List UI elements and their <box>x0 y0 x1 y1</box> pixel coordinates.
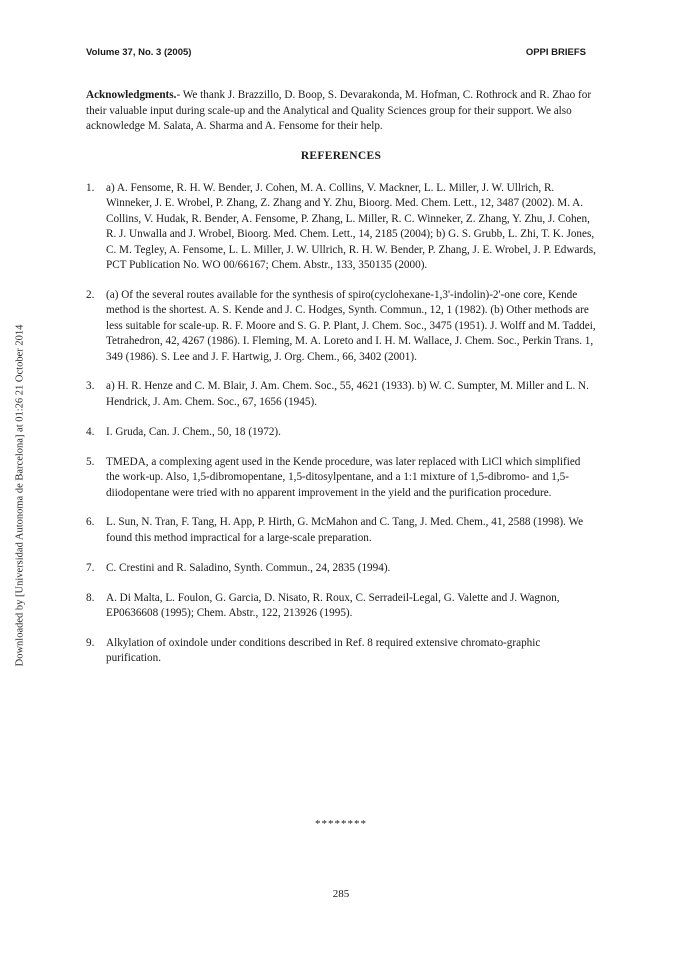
reference-text: a) A. Fensome, R. H. W. Bender, J. Cohen, M. A. Collins, V. Mackner, L. L. Miller, J. W. Ullrich, R. Winneker, J. E. Wrobel, P. Zhang, Z. Zhang and Y. Zhu, Bioorg. Med. Chem. Lett., 12, 3487 (2002). M. A. Collins, V. Hudak, R. Bender, A. Fensome, P. Zhang, L. Miller, R. C. Winneker, Z. Zhang, Y. Zhu, J. Cohen, R. J. Unwalla and J. Wrobel, Bioorg. Med. Chem. Lett., 14, 2185 (2004); b) G. S. Grubb, L. Zhi, T. K. Jones, C. M. Tegley, A. Fensome, L. L. Miller, J. W. Ullrich, R. H. W. Bender, P. Zhang, J. E. Wrobel, J. P. Edwards, PCT Publication No. WO 00/66167; Chem. Abstr., 133, 350135 (2000). <box>106 182 596 272</box>
reference-item <box>86 181 596 273</box>
reference-text: TMEDA, a complexing agent used in the Kende procedure, was later replaced with LiCl which simplified the work-up. Also, 1,5-dibromopentane, 1,5-ditosylpentane, and a 1:1 mixture of 1,5-dibromo- and 1,5-diiodopentane were tried with no apparent improvement in the yield and the purification procedure. <box>106 455 581 499</box>
reference-text: Alkylation of oxindole under conditions described in Ref. 8 required extensive chromato-graphic purification. <box>106 636 541 665</box>
acknowledgments-text: - We thank J. Brazzillo, D. Boop, S. Devarakonda, M. Hofman, C. Rothrock and R. Zhao for their valuable input during scale-up and the Analytical and Quality Sciences group for their support. We also acknowledge M. Salata, A. Sharma and A. Fensome for their help. <box>86 89 592 132</box>
reference-number: 9. <box>86 636 95 649</box>
download-watermark: Downloaded by [Universidad Autonoma de Barcelona] at 01:26 21 October 2014 <box>14 324 26 667</box>
reference-number: 2. <box>86 288 95 301</box>
reference-number: 5. <box>86 455 95 468</box>
reference-item <box>86 636 596 667</box>
reference-number: 3. <box>86 380 95 393</box>
reference-number: 8. <box>86 591 95 604</box>
journal-section: OPPI BRIEFS <box>525 47 586 58</box>
reference-text: a) H. R. Henze and C. M. Blair, J. Am. Chem. Soc., 55, 4621 (1933). b) W. C. Sumpter, M. Miller and L. N. Hendrick, J. Am. Chem. Soc., 67, 1656 (1945). <box>106 380 589 408</box>
reference-text: L. Sun, N. Tran, F. Tang, H. App, P. Hirth, G. McMahon and C. Tang, J. Med. Chem., 41, 2588 (1998). We found this method impractical for a large-scale preparation. <box>106 516 584 544</box>
reference-text: (a) Of the several routes available for the synthesis of spiro(cyclohexane-1,3'-indolin)-2'-one core, Kende method is the shortest. A. S. Kende and J. C. Hodges, Synth. Commun., 12, 1 (1982). (b) Other methods are less suitable for scale-up. R. F. Moore and S. G. P. Plant, J. Chem. Soc., 3475 (1951). J. Wolff and M. Taddei, Tetrahedron, 42, 4267 (1986). I. Fleming, M. A. Loreto and I. H. M. Wallace, J. Chem. Soc., Perkin Trans. 1, 349 (1986). S. Lee and J. F. Hartwig, J. Org. Chem., 66, 3402 (2001). <box>106 288 596 363</box>
page-number: 285 <box>332 888 350 900</box>
reference-text: A. Di Malta, L. Foulon, G. Garcia, D. Nisato, R. Roux, C. Serradeil-Legal, G. Valette and J. Wagnon, EP0636608 (1995); Chem. Abstr., 122, 213926 (1995). <box>106 591 560 620</box>
volume-issue: Volume 37, No. 3 (2005) <box>86 47 192 58</box>
references-list <box>86 181 596 681</box>
reference-number: 1. <box>86 182 95 194</box>
reference-item <box>86 379 596 410</box>
reference-text: I. Gruda, Can. J. Chem., 50, 18 (1972). <box>106 425 281 438</box>
reference-item <box>86 591 596 622</box>
section-separator: ******** <box>315 818 367 830</box>
reference-number: 4. <box>86 425 95 438</box>
reference-number: 7. <box>86 561 95 574</box>
acknowledgments-paragraph <box>86 88 596 135</box>
references-heading: REFERENCES <box>300 150 382 162</box>
reference-item <box>86 288 596 365</box>
reference-number: 6. <box>86 516 95 529</box>
reference-item <box>86 561 596 576</box>
reference-text: C. Crestini and R. Saladino, Synth. Commun., 24, 2835 (1994). <box>106 561 391 574</box>
reference-item <box>86 515 596 546</box>
reference-item <box>86 425 596 440</box>
acknowledgments-label: Acknowledgments. <box>86 89 177 101</box>
reference-item <box>86 455 596 501</box>
